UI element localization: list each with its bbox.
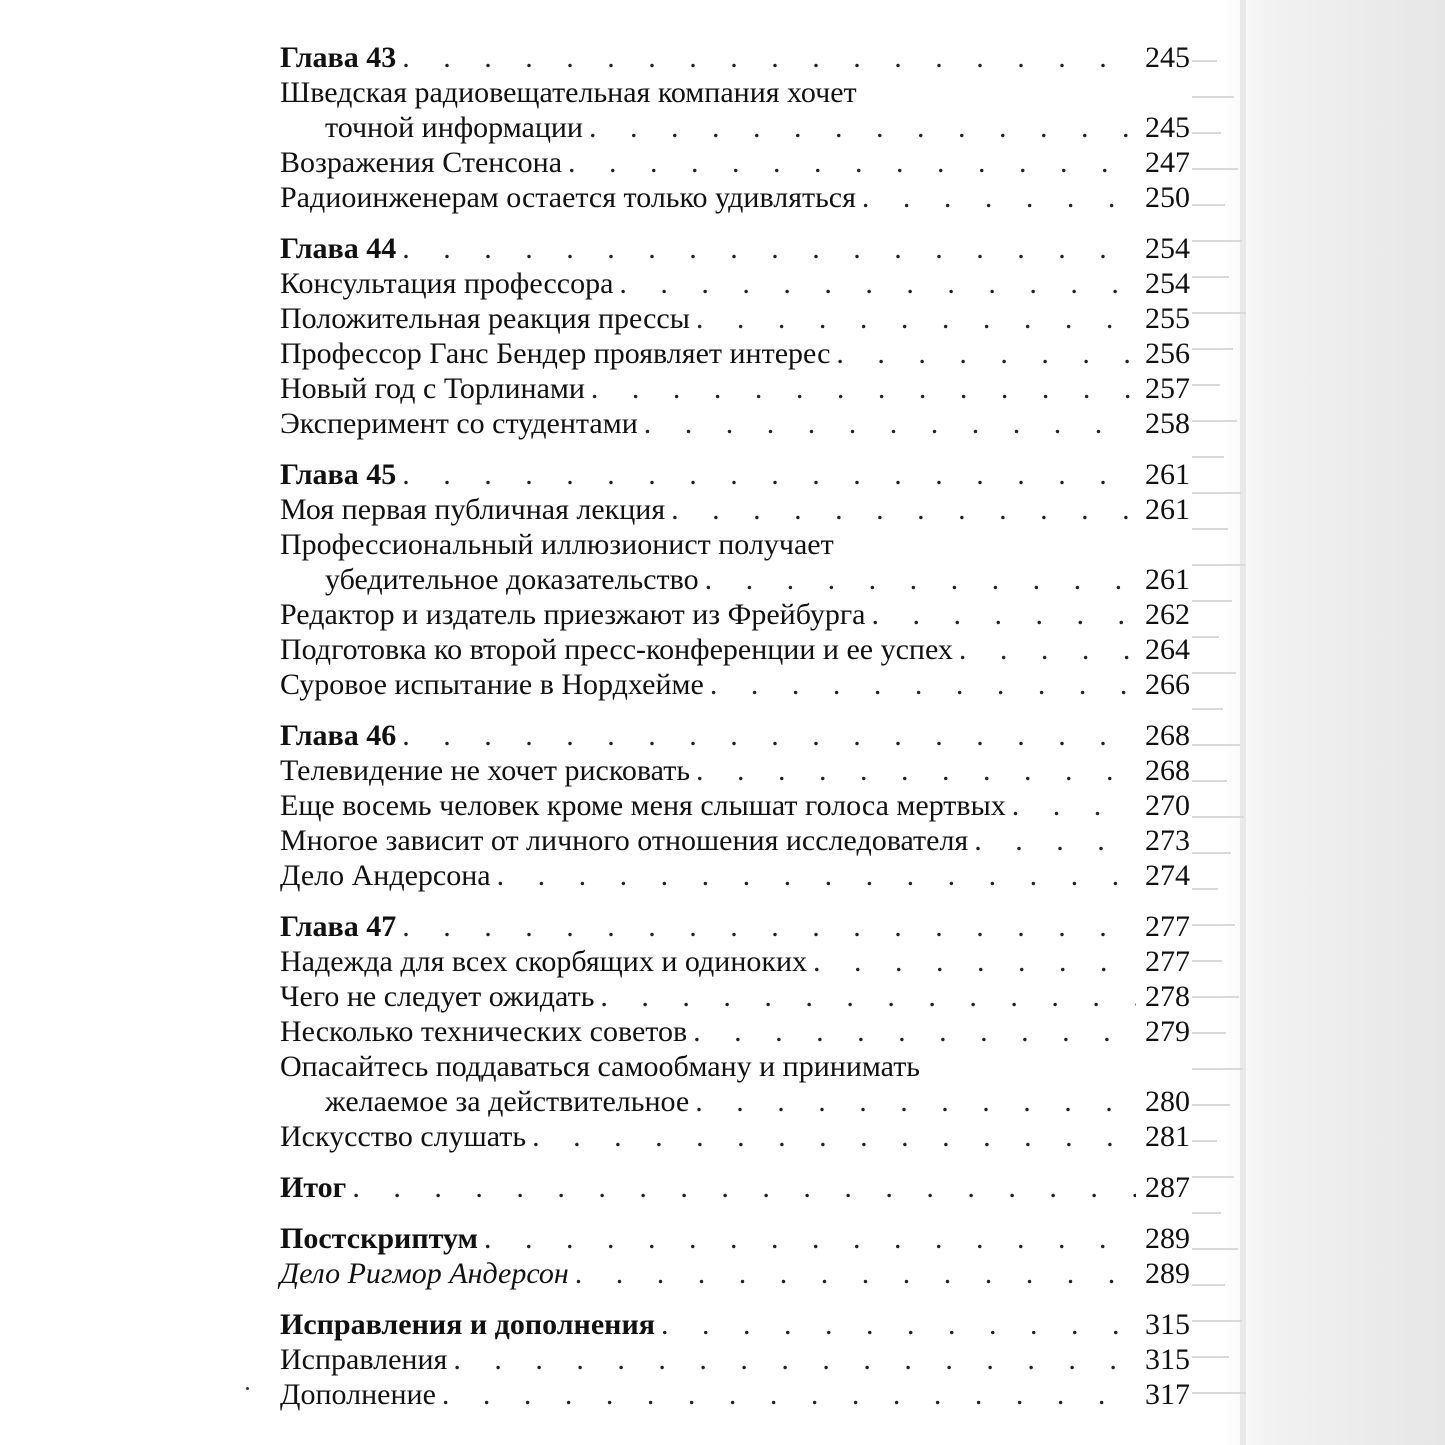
bleed-line: [1192, 132, 1221, 134]
toc-entry-title: Профессиональный иллюзионист получает: [280, 527, 840, 562]
toc-entry-continuation: [280, 110, 1190, 145]
bleed-line: [1192, 564, 1245, 566]
toc-leader-dots: [497, 858, 1136, 893]
toc-entry: [280, 406, 1190, 441]
toc-page-number: 258: [1136, 406, 1190, 441]
toc-page-number: 315: [1136, 1342, 1190, 1377]
toc-entry: [280, 1014, 1190, 1049]
toc-entry-title: желаемое за действительное: [280, 1084, 695, 1119]
bleed-line: [1192, 1032, 1226, 1034]
toc-page-number: 281: [1136, 1119, 1190, 1154]
bleed-line: [1192, 312, 1246, 314]
toc-leader-dots: [696, 301, 1136, 336]
bleed-line: [1192, 492, 1241, 494]
bleed-line: [1192, 996, 1239, 998]
toc-page-number: 245: [1136, 110, 1190, 145]
toc-entry-title: Консультация профессора: [280, 266, 619, 301]
toc-leader-dots: [591, 371, 1136, 406]
toc-leader-dots: [959, 632, 1136, 667]
bleed-line: [1192, 60, 1217, 62]
bleed-line: [1192, 204, 1225, 206]
toc-chapter-heading: [280, 1170, 1190, 1205]
toc-page-number: 287: [1136, 1170, 1190, 1205]
toc-page-number: 261: [1136, 492, 1190, 527]
toc-entry-title: Глава 47: [280, 909, 402, 944]
table-of-contents: [280, 40, 1190, 1412]
toc-page-number: 315: [1136, 1307, 1190, 1342]
bleed-line: [1192, 1248, 1238, 1250]
toc-leader-dots: [402, 231, 1136, 266]
toc-chapter-heading: [280, 40, 1190, 75]
toc-entry-title: Радиоинженерам остается только удивляться: [280, 180, 862, 215]
bleed-line: [1192, 420, 1237, 422]
bleed-line: [1192, 1212, 1221, 1214]
toc-page-number: 255: [1136, 301, 1190, 336]
bleed-line: [1192, 600, 1232, 602]
facing-page-bleed: [1192, 40, 1252, 1440]
toc-entry: [280, 667, 1190, 702]
toc-leader-dots: [589, 110, 1136, 145]
toc-entry-title: Чего не следует ожидать: [280, 979, 600, 1014]
toc-entry: [280, 301, 1190, 336]
toc-leader-dots: [644, 406, 1136, 441]
toc-page-number: 250: [1136, 180, 1190, 215]
toc-page-number: 274: [1136, 858, 1190, 893]
toc-chapter-heading: [280, 1221, 1190, 1256]
toc-entry-title: Многое зависит от личного отношения исследователя: [280, 823, 974, 858]
toc-entry: [280, 632, 1190, 667]
toc-entry-title: Еще восемь человек кроме меня слышат голоса мертвых: [280, 788, 1012, 823]
toc-entry-title: Глава 46: [280, 718, 402, 753]
bleed-line: [1192, 456, 1224, 458]
toc-entry-title: Эксперимент со студентами: [280, 406, 644, 441]
toc-leader-dots: [568, 145, 1136, 180]
toc-leader-dots: [710, 667, 1136, 702]
bleed-line: [1192, 1356, 1229, 1358]
toc-page-number: 261: [1136, 562, 1190, 597]
toc-page-number: 268: [1136, 718, 1190, 753]
toc-leader-dots: [402, 457, 1136, 492]
toc-entry-title: Глава 43: [280, 40, 402, 75]
toc-page-number: 317: [1136, 1377, 1190, 1412]
toc-entry-title: Исправления: [280, 1342, 453, 1377]
toc-entry: [280, 1049, 1190, 1084]
toc-entry-title: Исправления и дополнения: [280, 1307, 661, 1342]
toc-entry-title: точной информации: [280, 110, 589, 145]
toc-leader-dots: [402, 718, 1136, 753]
toc-page-number: 280: [1136, 1084, 1190, 1119]
toc-leader-dots: [871, 597, 1136, 632]
toc-entry-title: Шведская радиовещательная компания хочет: [280, 75, 863, 110]
toc-entry-title: Постскриптум: [280, 1221, 484, 1256]
bleed-line: [1192, 168, 1238, 170]
toc-chapter-heading: [280, 231, 1190, 266]
bleed-line: [1192, 1284, 1225, 1286]
toc-entry: [280, 597, 1190, 632]
toc-entry-title: Редактор и издатель приезжают из Фрейбурга: [280, 597, 871, 632]
toc-entry: [280, 145, 1190, 180]
bleed-line: [1192, 672, 1236, 674]
page-gutter-shadow: [1222, 0, 1445, 1445]
toc-leader-dots: [352, 1170, 1136, 1205]
toc-leader-dots: [442, 1377, 1136, 1412]
toc-page-number: 264: [1136, 632, 1190, 667]
toc-entry: [280, 944, 1190, 979]
toc-page-number: 279: [1136, 1014, 1190, 1049]
toc-page-number: 289: [1136, 1221, 1190, 1256]
toc-leader-dots: [484, 1221, 1136, 1256]
bleed-line: [1192, 744, 1240, 746]
bleed-line: [1192, 348, 1233, 350]
toc-chapter-heading: [280, 1307, 1190, 1342]
toc-page-number: 268: [1136, 753, 1190, 788]
toc-page-number: 262: [1136, 597, 1190, 632]
toc-page-number: 278: [1136, 979, 1190, 1014]
bleed-line: [1192, 1392, 1246, 1394]
toc-entry-title: Возражения Стенсона: [280, 145, 568, 180]
print-speck: [246, 1387, 249, 1390]
bleed-line: [1192, 852, 1231, 854]
toc-leader-dots: [402, 909, 1136, 944]
toc-leader-dots: [695, 1084, 1136, 1119]
toc-entry: [280, 180, 1190, 215]
toc-entry-title: Глава 44: [280, 231, 402, 266]
toc-entry-title: Положительная реакция прессы: [280, 301, 696, 336]
bleed-line: [1192, 1320, 1242, 1322]
toc-entry-italic: [280, 1256, 1190, 1291]
toc-page-number: 277: [1136, 909, 1190, 944]
toc-page-number: 257: [1136, 371, 1190, 406]
toc-leader-dots: [862, 180, 1136, 215]
toc-chapter-heading: [280, 909, 1190, 944]
bleed-line: [1192, 816, 1244, 818]
bleed-line: [1192, 888, 1218, 890]
toc-leader-dots: [532, 1119, 1136, 1154]
toc-leader-dots: [453, 1342, 1136, 1377]
toc-entry: [280, 336, 1190, 371]
bleed-line: [1192, 924, 1235, 926]
toc-leader-dots: [600, 979, 1136, 1014]
toc-entry: [280, 266, 1190, 301]
toc-entry-title: убедительное доказательство: [280, 562, 705, 597]
bleed-line: [1192, 1140, 1217, 1142]
toc-leader-dots: [402, 40, 1136, 75]
toc-leader-dots: [813, 944, 1136, 979]
toc-entry-title: Искусство слушать: [280, 1119, 532, 1154]
toc-entry-title: Телевидение не хочет рисковать: [280, 753, 696, 788]
toc-page-number: 261: [1136, 457, 1190, 492]
toc-leader-dots: [974, 823, 1136, 858]
toc-entry: [280, 75, 1190, 110]
toc-page-number: 270: [1136, 788, 1190, 823]
bleed-line: [1192, 384, 1220, 386]
toc-entry-title: Дело Андерсона: [280, 858, 497, 893]
toc-page-number: 256: [1136, 336, 1190, 371]
bleed-line: [1192, 96, 1234, 98]
bleed-line: [1192, 708, 1223, 710]
toc-entry: [280, 1119, 1190, 1154]
toc-chapter-heading: [280, 457, 1190, 492]
toc-entry-continuation: [280, 1084, 1190, 1119]
toc-entry-title: Итог: [280, 1170, 352, 1205]
toc-page-number: 277: [1136, 944, 1190, 979]
toc-leader-dots: [619, 266, 1136, 301]
toc-entry-continuation: [280, 562, 1190, 597]
toc-page-number: 289: [1136, 1256, 1190, 1291]
toc-chapter-heading: [280, 718, 1190, 753]
bleed-line: [1192, 1068, 1243, 1070]
bleed-line: [1192, 960, 1222, 962]
toc-leader-dots: [836, 336, 1136, 371]
toc-entry: [280, 1342, 1190, 1377]
toc-page-number: 247: [1136, 145, 1190, 180]
toc-entry: [280, 371, 1190, 406]
toc-entry: [280, 788, 1190, 823]
bleed-line: [1192, 528, 1228, 530]
toc-entry: [280, 1377, 1190, 1412]
toc-entry-title: Глава 45: [280, 457, 402, 492]
toc-page-number: 254: [1136, 231, 1190, 266]
toc-entry: [280, 823, 1190, 858]
toc-entry: [280, 492, 1190, 527]
toc-entry: [280, 979, 1190, 1014]
bleed-line: [1192, 636, 1219, 638]
toc-leader-dots: [705, 562, 1136, 597]
toc-page-number: 273: [1136, 823, 1190, 858]
toc-entry-title: Опасайтесь поддаваться самообману и принимать: [280, 1049, 926, 1084]
bleed-line: [1192, 276, 1229, 278]
toc-page-number: 266: [1136, 667, 1190, 702]
bleed-line: [1192, 240, 1242, 242]
bleed-line: [1192, 780, 1227, 782]
toc-entry: [280, 527, 1190, 562]
toc-page-number: 254: [1136, 266, 1190, 301]
toc-entry: [280, 753, 1190, 788]
toc-page-number: 245: [1136, 40, 1190, 75]
toc-leader-dots: [575, 1256, 1136, 1291]
toc-leader-dots: [1012, 788, 1136, 823]
toc-entry-title: Моя первая публичная лекция: [280, 492, 671, 527]
toc-entry-title: Профессор Ганс Бендер проявляет интерес: [280, 336, 836, 371]
toc-entry: [280, 858, 1190, 893]
toc-entry-title: Суровое испытание в Нордхейме: [280, 667, 710, 702]
bleed-line: [1192, 1176, 1234, 1178]
toc-entry-title: Несколько технических советов: [280, 1014, 693, 1049]
toc-entry-title: Надежда для всех скорбящих и одиноких: [280, 944, 813, 979]
toc-entry-title: Новый год с Торлинами: [280, 371, 591, 406]
toc-leader-dots: [693, 1014, 1136, 1049]
bleed-line: [1192, 1104, 1230, 1106]
toc-entry-title: Подготовка ко второй пресс-конференции и ее успех: [280, 632, 959, 667]
toc-leader-dots: [671, 492, 1136, 527]
toc-leader-dots: [696, 753, 1136, 788]
toc-entry-title: Дело Ригмор Андерсон: [280, 1256, 575, 1291]
toc-entry-title: Дополнение: [280, 1377, 442, 1412]
toc-leader-dots: [661, 1307, 1136, 1342]
